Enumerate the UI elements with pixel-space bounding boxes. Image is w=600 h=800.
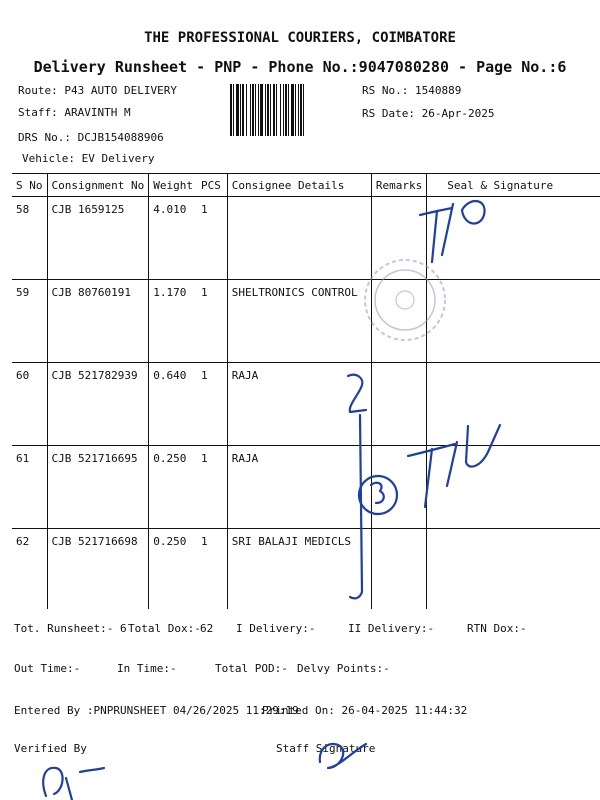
out-time: Out Time:- bbox=[14, 662, 81, 675]
rs-date: RS Date: 26-Apr-2025 bbox=[362, 107, 495, 120]
table-row bbox=[12, 280, 600, 363]
header-pcs: PCS bbox=[197, 174, 227, 197]
header-consignee: Consignee Details bbox=[227, 174, 371, 197]
staff-label: Staff: ARAVINTH M bbox=[18, 106, 131, 119]
cell-weight: 0.250 bbox=[149, 446, 197, 529]
cell-weight: 0.640 bbox=[149, 363, 197, 446]
table-header-row bbox=[12, 174, 600, 197]
entered-by: Entered By :PNPRUNSHEET 04/26/2025 11:29:19 bbox=[14, 704, 299, 717]
ii-delivery: II Delivery:- bbox=[348, 622, 435, 635]
cell-pcs: 1 bbox=[197, 446, 227, 529]
cell-sno: 58 bbox=[12, 197, 47, 280]
table-row bbox=[12, 197, 600, 280]
cell-consignee: RAJA bbox=[227, 363, 371, 446]
cell-consignment: CJB 521782939 bbox=[47, 363, 149, 446]
cell-consignee: SHELTRONICS CONTROL bbox=[227, 280, 371, 363]
cell-weight: 1.170 bbox=[149, 280, 197, 363]
header-sno: S No bbox=[12, 174, 47, 197]
i-delivery: I Delivery:- bbox=[236, 622, 316, 635]
header-consignment: Consignment No bbox=[47, 174, 149, 197]
cell-consignee bbox=[227, 197, 371, 280]
cell-consignment: CJB 80760191 bbox=[47, 280, 149, 363]
cell-pcs: 1 bbox=[200, 535, 208, 548]
document-subtitle: Delivery Runsheet - PNP - Phone No.:9047080280 - Page No.:6 bbox=[33, 58, 567, 76]
cell-weight: 4.010 bbox=[149, 197, 197, 280]
total-dox-value: 62 bbox=[200, 622, 214, 635]
header-remarks: Remarks bbox=[371, 174, 426, 197]
cell-seal bbox=[427, 280, 600, 363]
header-seal-signature: Seal & Signature bbox=[427, 174, 600, 197]
cell-pcs: 1 bbox=[197, 280, 227, 363]
cell-sno: 62 bbox=[16, 535, 30, 548]
cell-seal bbox=[427, 197, 600, 280]
cell-consignee: SRI BALAJI MEDICLS bbox=[227, 529, 371, 609]
cell-weight: 0.250 bbox=[149, 529, 197, 609]
table-row bbox=[12, 529, 600, 609]
route-label: Route: P43 AUTO DELIVERY bbox=[18, 84, 177, 97]
verified-by-signature bbox=[43, 768, 104, 800]
header-weight: Weight bbox=[149, 174, 197, 197]
cell-consignee: RAJA bbox=[227, 446, 371, 529]
runsheet-table bbox=[12, 173, 600, 609]
table-row bbox=[12, 363, 600, 446]
drs-number: DRS No.: DCJB154088906 bbox=[18, 131, 164, 144]
total-dox-label: Total Dox:- bbox=[128, 622, 201, 635]
delivery-points: Delvy Points:- bbox=[297, 662, 390, 675]
total-pod: Total POD:- bbox=[215, 662, 288, 675]
cell-seal bbox=[427, 363, 600, 446]
cell-remarks bbox=[371, 363, 426, 446]
cell-sno: 61 bbox=[12, 446, 47, 529]
barcode-image bbox=[230, 84, 348, 136]
cell-pcs: 1 bbox=[197, 197, 227, 280]
rs-number: RS No.: 1540889 bbox=[362, 84, 462, 97]
in-time: In Time:- bbox=[117, 662, 177, 675]
cell-consignment: CJB 521716695 bbox=[47, 446, 149, 529]
table-row bbox=[12, 446, 600, 529]
verified-by-label: Verified By bbox=[14, 742, 87, 755]
cell-seal bbox=[427, 446, 600, 529]
total-runsheet: Tot. Runsheet:- 6 bbox=[14, 622, 127, 635]
rtn-dox: RTN Dox:- bbox=[467, 622, 527, 635]
printed-on: Printed On: 26-04-2025 11:44:32 bbox=[262, 704, 468, 717]
cell-pcs: 1 bbox=[197, 363, 227, 446]
cell-sno: 59 bbox=[12, 280, 47, 363]
document-title: THE PROFESSIONAL COURIERS, COIMBATORE bbox=[144, 30, 456, 46]
cell-consignment: CJB 1659125 bbox=[47, 197, 149, 280]
cell-remarks bbox=[371, 529, 426, 609]
cell-consignment: CJB 521716698 bbox=[47, 529, 149, 609]
cell-remarks bbox=[371, 446, 426, 529]
vehicle-label: Vehicle: EV Delivery bbox=[22, 152, 155, 165]
staff-signature-label: Staff Signature bbox=[276, 742, 376, 755]
cell-sno: 60 bbox=[12, 363, 47, 446]
cell-remarks bbox=[371, 197, 426, 280]
cell-seal bbox=[427, 529, 600, 609]
cell-remarks bbox=[371, 280, 426, 363]
